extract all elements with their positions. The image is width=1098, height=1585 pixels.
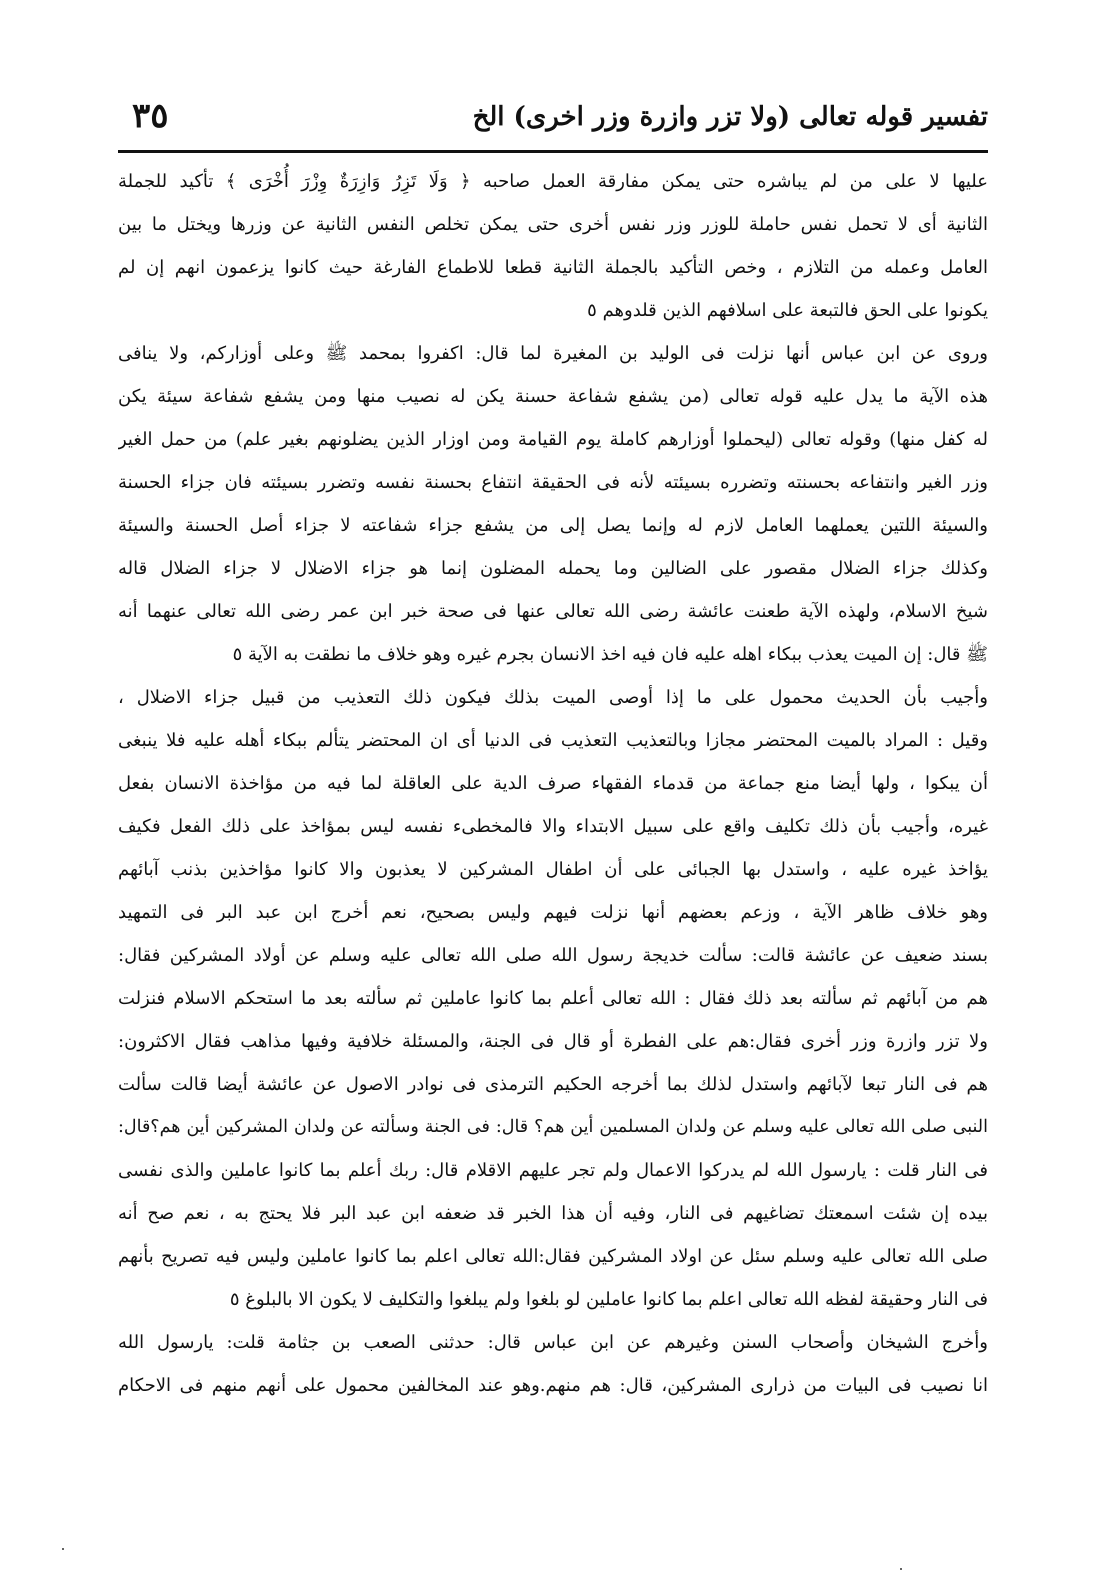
paragraph	[118, 676, 988, 1321]
header-divider	[118, 150, 988, 153]
text-line: هم من آبائهم ثم سألته بعد ذلك فقال : الله تعالى أعلم بما كانوا عاملين ثم سألته بعد ما استحكم الاسلام فنزلت	[118, 988, 988, 1009]
paragraph	[118, 1321, 988, 1407]
text-line: وهو خلاف ظاهر الآية ، وزعم بعضهم أنها نزلت فيهم وليس بصحيح، نعم أخرج ابن عبد البر فى التمهيد	[118, 902, 988, 923]
text-line: يكونوا على الحق فالتبعة على اسلافهم الذين قلدوهم ٥	[587, 300, 988, 321]
text-line: يؤاخذ غيره عليه ، واستدل بها الجبائى على أن اطفال المشركين لا يعذبون والا كانوا مؤاخذين بذنب آبائهم	[118, 859, 988, 880]
text-line: بيده إن شئت اسمعتك تضاغيهم فى النار، وفيه أن هذا الخبر قد ضعفه ابن عبد البر فلا يحتج به ، نعم صح أنه	[118, 1203, 988, 1224]
scan-speck	[900, 1568, 902, 1570]
paragraph	[118, 332, 988, 676]
text-line: وقيل : المراد بالميت المحتضر مجازا وبالتعذيب التعذيب فى الدنيا أى ان المحتضر يتألم ببكاء أهله عليه فلا ينبغى	[118, 730, 988, 751]
text-line: فى النار وحقيقة لفظه الله تعالى اعلم بما كانوا عاملين لو بلغوا ولم يبلغوا والتكليف لا يكون الا بالبلوغ ٥	[229, 1289, 988, 1310]
text-line: وأخرج الشيخان وأصحاب السنن وغيرهم عن ابن عباس قال: حدثنى الصعب بن جثامة قلت: يارسول الله	[118, 1332, 988, 1353]
scan-speck	[62, 1548, 64, 1550]
text-line: ولا تزر وازرة وزر أخرى فقال:هم على الفطرة أو قال فى الجنة، والمسئلة خلافية وفيها مذاهب فقال الاكثرون:	[118, 1031, 988, 1052]
text-line: أن يبكوا ، ولها أيضا منع جماعة من قدماء الفقهاء صرف الدية على العاقلة لما فيه من مؤاخذة الانسان بفعل	[118, 773, 988, 794]
text-line: والسيئة اللتين يعملهما العامل لازم له وإنما يصل إلى من يشفع جزاء شفاعته لا جزاء أصل الحسنة والسيئة	[118, 515, 988, 536]
text-line: وزر الغير وانتفاعه بحسنته وتضرره بسيئته لأنه فى الحقيقة انتفاع بحسنة نفسه وتضرر بسيئته فان جزاء الحسنة	[118, 472, 988, 493]
text-line: وكذلك جزاء الضلال مقصور على الضالين وما يحمله المضلون إنما هو جزاء الاضلال لا جزاء الضلال قاله	[118, 558, 988, 579]
text-line: فى النار قلت : يارسول الله لم يدركوا الاعمال ولم تجر عليهم الاقلام قال: ربك أعلم بما كانوا عاملين والذى نفسى	[118, 1160, 988, 1181]
text-line: ﷺ قال: إن الميت يعذب ببكاء اهله عليه فان فيه اخذ الانسان بجرم غيره وهو خلاف ما نطقت به الآية ٥	[232, 644, 988, 665]
page-number: ٣٥	[132, 96, 169, 136]
text-line: صلى الله تعالى عليه وسلم سئل عن اولاد المشركين فقال:الله تعالى اعلم بما كانوا عاملين وليس فيه تصريح بأنهم	[118, 1246, 988, 1267]
text-line: شيخ الاسلام، ولهذه الآية طعنت عائشة رضى الله تعالى عنها فى صحة خبر ابن عمر رضى الله تعالى عنهما أنه	[118, 601, 988, 622]
text-line: هذه الآية ما يدل عليه قوله تعالى (من يشفع شفاعة حسنة يكن له نصيب منها ومن يشفع شفاعة سيئة يكن	[118, 386, 988, 407]
text-line: بسند ضعيف عن عائشة قالت: سألت خديجة رسول الله صلى الله تعالى عليه وسلم عن أولاد المشركين فقال:	[118, 945, 988, 966]
running-header	[118, 92, 988, 148]
body-text	[118, 160, 988, 1407]
text-line: النبى صلى الله تعالى عليه وسلم عن ولدان المسلمين أين هم؟ قال: فى الجنة وسألته عن ولدان المشركين أين هم؟قال:	[118, 1117, 988, 1137]
text-line: غيره، وأجيب بأن ذلك تكليف واقع على سبيل الابتداء والا فالمخطىء نفسه ليس بمؤاخذ على ذلك الفعل فكيف	[118, 816, 988, 837]
text-line: الثانية أى لا تحمل نفس حاملة للوزر وزر نفس أخرى حتى يمكن تخلص النفس الثانية عن وزرها ويختل ما بين	[118, 214, 988, 235]
text-line: انا نصيب فى البيات من ذرارى المشركين، قال: هم منهم.وهو عند المخالفين محمول على أنهم منهم فى الاحكام	[118, 1375, 988, 1396]
text-line: هم فى النار تبعا لآبائهم واستدل لذلك بما أخرجه الحكيم الترمذى فى نوادر الاصول عن عائشة أيضا قالت سألت	[118, 1074, 988, 1095]
text-line: وروى عن ابن عباس أنها نزلت فى الوليد بن المغيرة لما قال: اكفروا بمحمد ﷺ وعلى أوزاركم، ولا ينافى	[118, 343, 988, 364]
text-line: له كفل منها) وقوله تعالى (ليحملوا أوزارهم كاملة يوم القيامة ومن اوزار الذين يضلونهم بغير علم) من حمل الغير	[118, 429, 988, 450]
text-line: عليها لا على من لم يباشره حتى يمكن مفارقة العمل صاحبه ﴿ وَلَا تَزِرُ وَازِرَةٌ وِزْرَ أُخْرَى ﴾ تأكيد للجملة	[118, 171, 988, 192]
paragraph	[118, 160, 988, 332]
text-line: وأجيب بأن الحديث محمول على ما إذا أوصى الميت بذلك فيكون ذلك التعذيب من قبيل جزاء الاضلال ،	[118, 687, 988, 708]
header-title: تفسير قوله تعالى (ولا تزر وازرة وزر اخرى) الخ	[472, 102, 988, 132]
text-line: العامل وعمله من التلازم ، وخص التأكيد بالجملة الثانية قطعا للاطماع الفارغة حيث كانوا يزعمون انهم إن لم	[118, 257, 988, 278]
